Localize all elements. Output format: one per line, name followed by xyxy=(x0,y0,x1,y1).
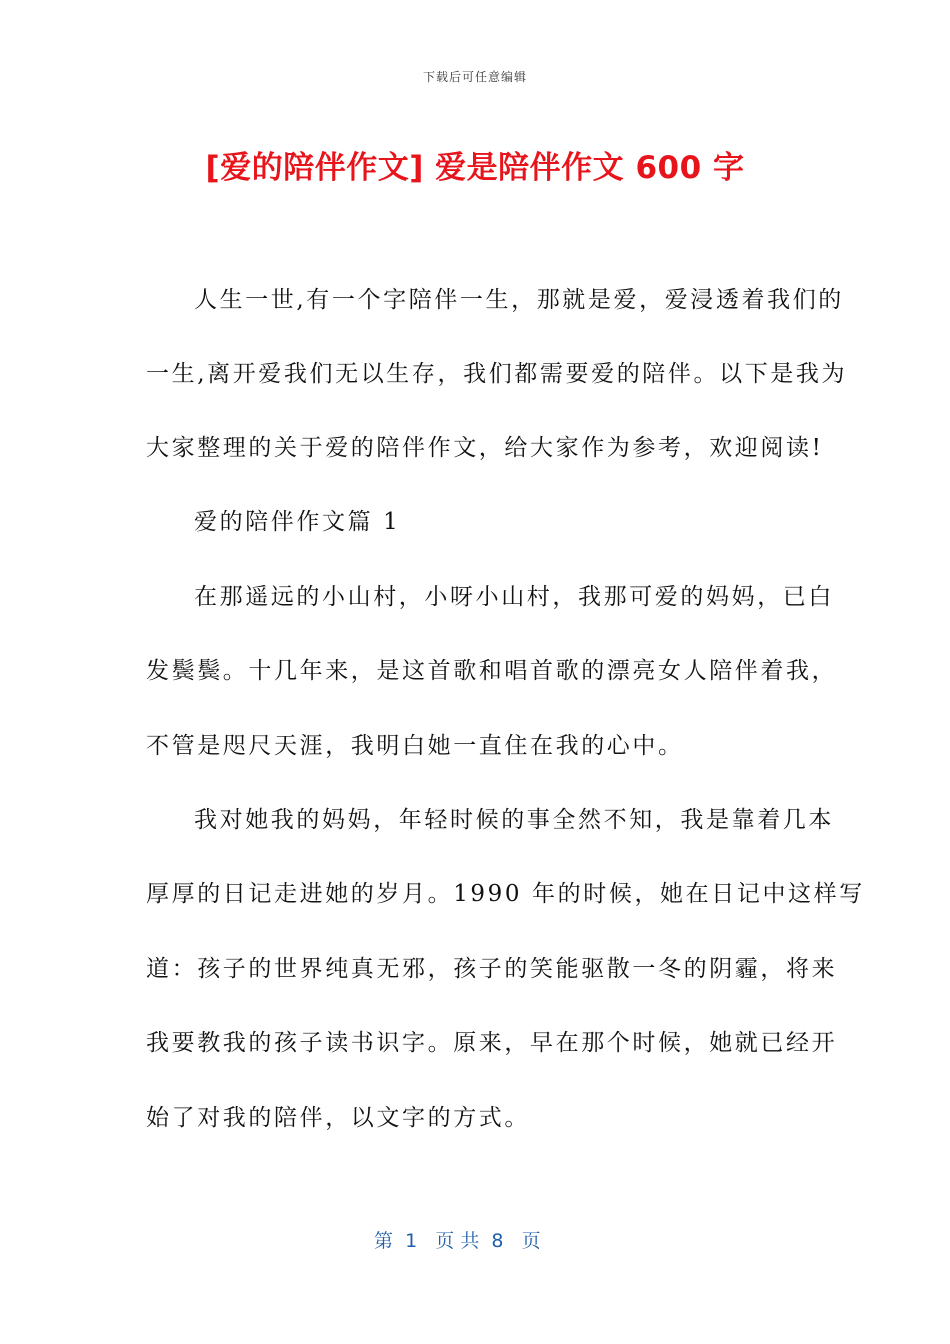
paragraph-3-line-5: 始了对我的陪伴，以文字的方式。 xyxy=(146,1105,530,1131)
paragraph-2-line-2: 发鬓鬓。十几年来，是这首歌和唱首歌的漂亮女人陪伴着我， xyxy=(146,658,838,684)
paragraph-1-line-1: 人生一世,有一个字陪伴一生，那就是爱，爱浸透着我们的 xyxy=(194,287,844,313)
paragraph-3-line-2: 厚厚的日记走进她的岁月。1990 年的时候，她在日记中这样写 xyxy=(146,881,865,907)
section-heading: 爱的陪伴作文篇 1 xyxy=(194,509,401,535)
document-title: [爱的陪伴作文] 爱是陪伴作文 600 字 xyxy=(205,150,745,186)
paragraph-3-line-4: 我要教我的孩子读书识字。原来，早在那个时候，她就已经开 xyxy=(146,1030,838,1056)
paragraph-1-line-2: 一生,离开爱我们无以生存，我们都需要爱的陪伴。以下是我为 xyxy=(146,361,848,387)
paragraph-2-line-3: 不管是咫尺天涯，我明白她一直住在我的心中。 xyxy=(146,733,684,759)
paragraph-2-line-1: 在那遥远的小山村，小呀小山村，我那可爱的妈妈，已白 xyxy=(194,584,834,610)
paragraph-3-line-1: 我对她我的妈妈，年轻时候的事全然不知，我是靠着几本 xyxy=(194,807,834,833)
paragraph-3-line-3: 道：孩子的世界纯真无邪，孩子的笑能驱散一冬的阴霾，将来 xyxy=(146,956,838,982)
paragraph-1-line-3: 大家整理的关于爱的陪伴作文，给大家作为参考，欢迎阅读! xyxy=(146,435,824,461)
page-footer: 第 1 页 共 8 页 xyxy=(374,1230,541,1252)
header-note: 下载后可任意编辑 xyxy=(422,70,527,84)
